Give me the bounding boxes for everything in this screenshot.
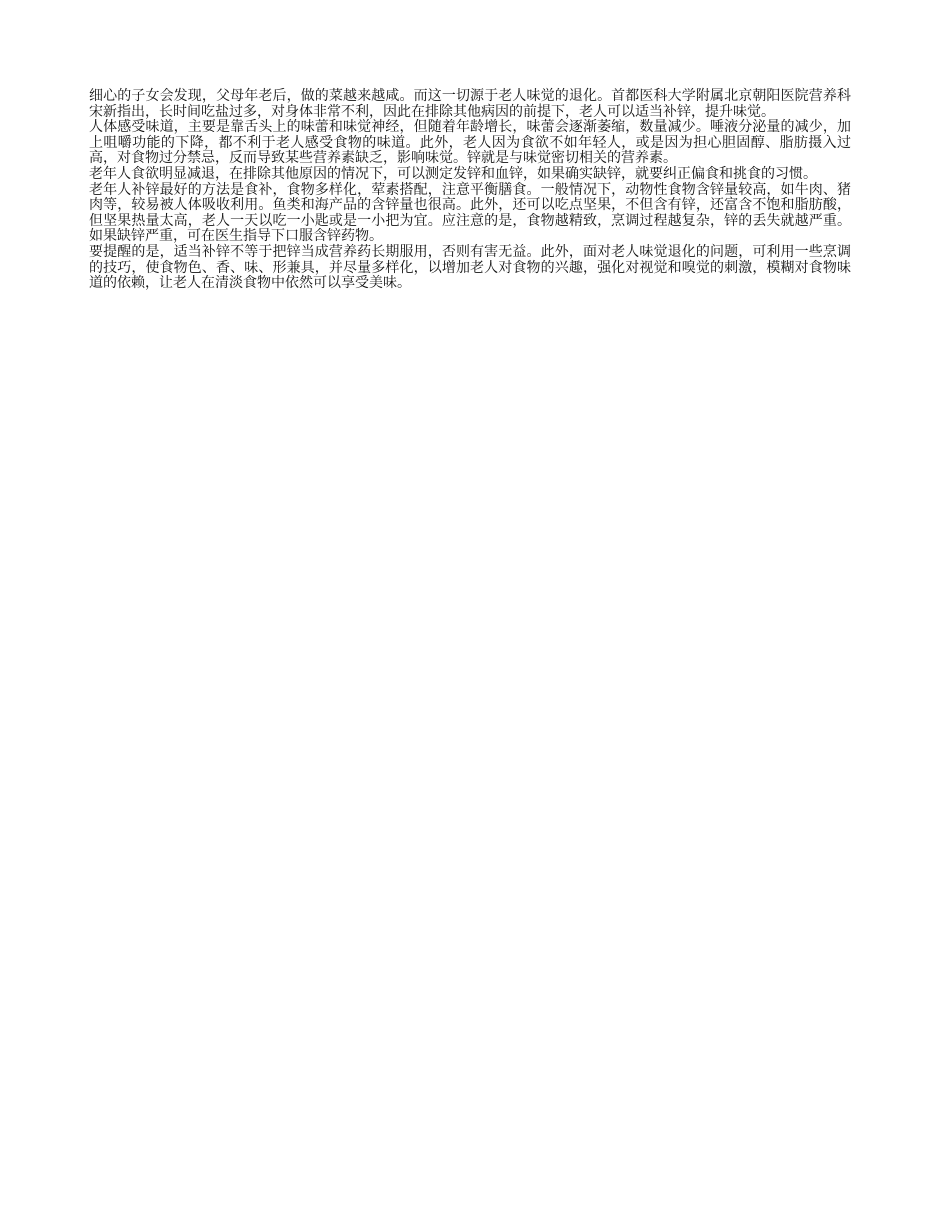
paragraph-4: 老年人补锌最好的方法是食补，食物多样化，荤素搭配，注意平衡膳食。一般情况下，动物性食物含锌量较高，如牛肉、猪肉等，较易被人体吸收利用。鱼类和海产品的含锌量也很高。此外，还可以吃点坚果，不但含有锌，还富含不饱和脂肪酸，但坚果热量太高，老人一天以吃一小匙或是一小把为宜。应注意的是，食物越精致，烹调过程越复杂，锌的丢失就越严重。如果缺锌严重，可在医生指导下口服含锌药物。 [89, 181, 851, 245]
document-page [89, 89, 851, 292]
paragraph-3: 老年人食欲明显减退，在排除其他原因的情况下，可以测定发锌和血锌，如果确实缺锌，就要纠正偏食和挑食的习惯。 [89, 165, 817, 182]
paragraph-2: 人体感受味道，主要是靠舌头上的味蕾和味觉神经，但随着年龄增长，味蕾会逐渐萎缩，数量减少。唾液分泌量的减少，加上咀嚼功能的下降，都不利于老人感受食物的味道。此外，老人因为食欲不如年轻人，或是因为担心胆固醇、脂肪摄入过高，对食物过分禁忌，反而导致某些营养素缺乏，影响味觉。锌就是与味觉密切相关的营养素。 [89, 119, 851, 167]
paragraph-1: 细心的子女会发现，父母年老后，做的菜越来越咸。而这一切源于老人味觉的退化。首都医科大学附属北京朝阳医院营养科宋新指出，长时间吃盐过多，对身体非常不利，因此在排除其他病因的前提下，老人可以适当补锌，提升味觉。 [89, 88, 851, 120]
paragraph-5: 要提醒的是，适当补锌不等于把锌当成营养药长期服用，否则有害无益。此外，面对老人味觉退化的问题，可利用一些烹调的技巧，使食物色、香、味、形兼具，并尽量多样化，以增加老人对食物的兴趣，强化对视觉和嗅觉的刺激，模糊对食物味道的依赖，让老人在清淡食物中依然可以享受美味。 [89, 243, 851, 292]
